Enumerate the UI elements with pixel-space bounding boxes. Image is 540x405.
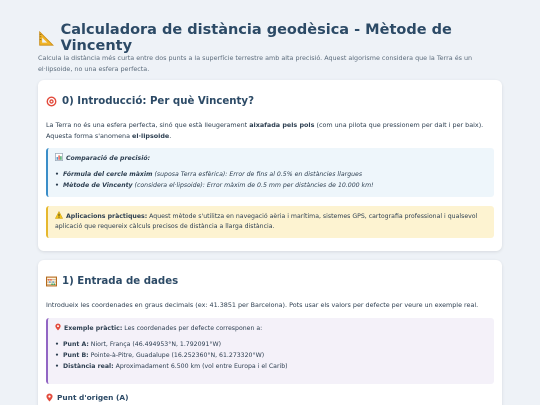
precision-item-name: Fórmula del cercle màxim xyxy=(63,171,153,178)
precision-item-desc: (suposa Terra esfèrica): Error de fins al 0.5% en distàncies llargues xyxy=(152,171,363,178)
pin-icon xyxy=(46,393,53,402)
intro-text-d: Aquesta forma s'anomena xyxy=(46,131,133,140)
example-item-desc: Aproximadament 6.500 km (vol entre Europa i el Carib) xyxy=(113,363,288,370)
precision-item-name: Mètode de Vincenty xyxy=(63,182,133,189)
applications-title: Aplicacions pràctiques: xyxy=(66,213,148,220)
example-box xyxy=(46,318,494,384)
example-item: • Punt B: Pointe-à-Pitre, Guadalupe (16.252360°N, 61.273320°W) xyxy=(55,352,265,359)
precision-item: • Fórmula del cercle màxim (suposa Terra esfèrica): Error de fins al 0.5% en distàncies llargues xyxy=(55,171,363,178)
origin-point-label: Punt d'origen (A) xyxy=(57,393,129,402)
applications-line-2: aplicació que requereix càlculs precisos de distància a llarga distància. xyxy=(55,223,275,230)
example-item-desc: Niort, França (46.494953°N, 1.792091°W) xyxy=(88,341,222,348)
example-item: • Punt A: Niort, França (46.494953°N, 1.792091°W) xyxy=(55,341,222,348)
target-icon xyxy=(46,96,57,107)
intro-text-a: La Terra no és una esfera perfecta, sinó que està lleugerament xyxy=(46,121,250,129)
triangular-ruler-icon xyxy=(38,30,55,47)
example-item-name: Punt B: xyxy=(63,352,89,359)
pin-icon xyxy=(55,323,61,331)
intro-text-f: . xyxy=(169,131,172,140)
intro-text-bold-ellipsoid: el·lipsoide xyxy=(132,131,170,140)
example-item-name: Distància real: xyxy=(63,363,114,370)
bar-chart-icon xyxy=(55,153,63,161)
example-title: Exemple pràctic: xyxy=(64,325,123,332)
origin-point-heading xyxy=(46,393,128,402)
page-title xyxy=(38,22,518,54)
intro-text-bold-poles: aixafada pels pols xyxy=(249,121,315,129)
input-description: Introdueix les coordenades en graus decimals (ex: 41.3851 per Barcelona). Pots usar els valors per defecte per veure un exemple real. xyxy=(46,301,479,309)
precision-title xyxy=(55,153,150,164)
intro-heading xyxy=(46,96,254,107)
page-title-text: Calculadora de distància geodèsica - Mètode de Vincenty xyxy=(60,22,452,54)
precision-title-text: Comparació de precisió: xyxy=(66,155,151,162)
example-item-desc: Pointe-à-Pitre, Guadalupe (16.252360°N, 61.273320°W) xyxy=(88,352,265,359)
precision-item-desc: (considera el·lipsoide): Error màxim de 0.5 mm per distàncies de 10.000 km! xyxy=(132,182,374,189)
example-item: • Distància real: Aproximadament 6.500 km (vol entre Europa i el Carib) xyxy=(55,363,288,370)
applications-text-1: Aquest mètode s'utilitza en navegació aèria i marítima, sistemes GPS, cartografia professional i qualsevol xyxy=(147,213,478,220)
input-card xyxy=(38,260,502,405)
intro-card xyxy=(38,80,502,251)
applications-line-1 xyxy=(55,211,477,222)
intro-paragraph xyxy=(46,120,494,141)
input-heading-text: 1) Entrada de dades xyxy=(62,276,179,287)
page-subtitle: Calcula la distància més curta entre dos punts a la superfície terrestre amb alta precisió. Aquest algorisme considera que la Terra és un el·lipsoide, no una esfera perfecta. xyxy=(38,54,473,73)
warning-icon xyxy=(55,211,63,219)
example-intro: Les coordenades per defecte corresponen a: xyxy=(122,325,263,332)
intro-text-c: (com una pilota que pressionem per dalt i per baix). xyxy=(314,121,484,129)
example-item-name: Punt A: xyxy=(63,341,89,348)
example-title-line xyxy=(55,323,262,334)
precision-box xyxy=(46,148,494,197)
abacus-icon xyxy=(46,276,57,287)
applications-box xyxy=(46,206,494,238)
precision-item: • Mètode de Vincenty (considera el·lipsoide): Error màxim de 0.5 mm per distàncies de 10.000 km! xyxy=(55,182,374,189)
input-heading xyxy=(46,276,178,287)
intro-heading-text: 0) Introducció: Per què Vincenty? xyxy=(62,96,254,107)
